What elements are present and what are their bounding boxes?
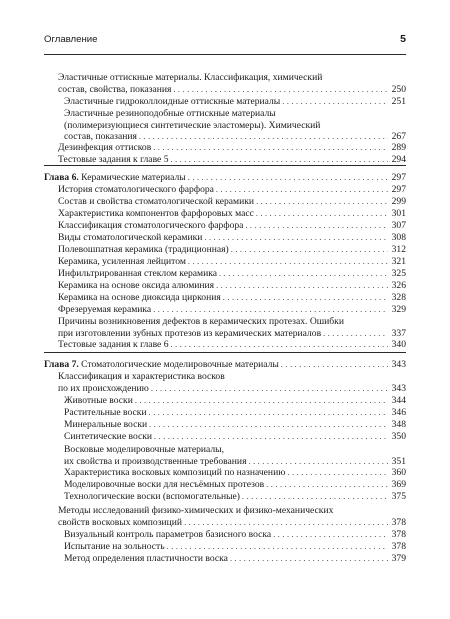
toc-page-number: 343	[391, 359, 406, 370]
toc-entry[interactable]	[44, 154, 406, 166]
toc-entry-title: Характеристика компонентов фарфоровых масс	[58, 208, 254, 219]
toc-entry[interactable]	[44, 419, 406, 431]
dot-leader	[204, 232, 388, 243]
toc-entry-text	[58, 184, 214, 195]
toc-entry-text	[64, 456, 246, 467]
toc-page-number: 337	[391, 327, 406, 339]
toc-entry-text	[58, 84, 171, 95]
toc-entry-title: Керамика на основе оксида алюминия	[58, 280, 215, 291]
toc-entry-text: Причины возникновения дефектов в керамических протезах. Ошибки	[58, 316, 344, 327]
toc-entry-title: Минеральные воски	[64, 419, 148, 430]
toc-entry[interactable]	[44, 268, 406, 280]
toc-entry-text	[64, 479, 264, 490]
toc-entry-title: состав, свойства, показания	[58, 83, 172, 95]
toc-entry-text	[58, 154, 169, 165]
toc-entry-text	[58, 517, 182, 528]
toc-entry-text	[64, 491, 240, 502]
dot-leader	[171, 339, 389, 350]
toc-page-number: 369	[391, 479, 406, 490]
toc-entry[interactable]	[44, 431, 406, 443]
dot-leader	[154, 431, 388, 442]
toc-entry-text	[64, 541, 165, 552]
dot-leader	[281, 359, 388, 370]
toc-entry-title: Полевошпатная керамика (традиционная)	[58, 244, 229, 255]
toc-entry-title: Инфильтрированная стеклом керамика	[58, 268, 217, 279]
toc-entry[interactable]	[44, 395, 406, 407]
toc-page-number: 301	[391, 208, 406, 219]
toc-entry[interactable]	[44, 371, 406, 394]
dot-leader	[216, 280, 388, 291]
toc-entry-title: при изготовлении зубных протезов из керамических материалов	[58, 327, 322, 339]
toc-entry[interactable]	[44, 407, 406, 419]
dot-leader	[282, 96, 388, 107]
toc-entry-title: Синтетические воски	[64, 431, 153, 442]
dot-leader	[223, 292, 388, 303]
toc-entry-title: Состав и свойства стоматологической керамики	[58, 196, 255, 207]
toc-entry[interactable]	[44, 292, 406, 304]
toc-entry[interactable]	[44, 316, 406, 339]
toc-entry-title: Тестовые задания к главе 5	[58, 154, 169, 165]
dot-leader	[153, 304, 388, 315]
toc-entry-text	[64, 407, 147, 418]
toc-entry-text	[58, 292, 221, 303]
toc-page-number: 375	[391, 491, 406, 502]
toc-entry-text: Эластичные резиноподобные оттискные материалы	[64, 108, 276, 119]
dot-leader	[188, 172, 388, 183]
dot-leader	[245, 220, 388, 231]
dot-leader	[219, 268, 388, 279]
section-divider	[44, 352, 406, 353]
dot-leader	[167, 541, 388, 552]
toc-page-number: 340	[391, 339, 406, 350]
toc-entry[interactable]	[44, 467, 406, 479]
toc-entry-title: Эластичные гидроколлоидные оттискные материалы	[64, 96, 281, 107]
page-number: 5	[400, 33, 406, 45]
toc-entry[interactable]	[44, 142, 406, 154]
toc-chapter-entry[interactable]	[44, 359, 406, 371]
dot-leader	[153, 142, 388, 153]
toc-entry-text	[44, 172, 186, 183]
toc-entry-title: их свойства и производственные требования	[64, 455, 247, 467]
toc-entry-text	[58, 268, 217, 279]
chapter-number: Глава 7.	[44, 359, 79, 370]
dot-leader	[287, 467, 388, 478]
toc-chapter-entry[interactable]	[44, 172, 406, 184]
toc-entry[interactable]	[44, 96, 406, 108]
toc-entry-title: Моделировочные воски для несъёмных протезов	[64, 479, 265, 490]
toc-page-number: 344	[391, 395, 406, 406]
dot-leader	[171, 154, 389, 165]
header-rule	[44, 54, 406, 55]
toc-entry[interactable]	[44, 553, 406, 565]
toc-entry-title: Стоматологические моделировочные материалы	[78, 359, 279, 370]
toc-page-number: 378	[391, 516, 406, 528]
toc-entry-title: Животные воски	[64, 395, 133, 406]
toc-page-number: 307	[391, 220, 406, 231]
toc-page-number: 350	[391, 431, 406, 442]
toc-entry-text: Методы исследований физико-химических и физико-механических	[58, 505, 334, 516]
toc-entry-text	[64, 467, 285, 478]
toc-page-number: 379	[391, 553, 406, 564]
toc-entry-title: состав, показания	[64, 131, 137, 142]
toc-entry-text	[58, 142, 151, 153]
dot-leader	[151, 383, 388, 394]
toc-entry[interactable]	[44, 232, 406, 244]
running-header	[44, 34, 406, 48]
toc-entry[interactable]	[44, 220, 406, 232]
dot-leader	[149, 407, 388, 418]
toc-entry-title: Керамические материалы	[78, 172, 186, 183]
toc-entry-text	[58, 196, 254, 207]
toc-entry-title: Испытание на зольность	[64, 541, 165, 552]
toc-entry-title: Технологические воски (вспомогательные)	[64, 491, 240, 502]
dot-leader	[256, 208, 388, 219]
toc-page-number: 294	[391, 154, 406, 165]
toc-entry-title: Дезинфекция оттисков	[58, 142, 152, 153]
dot-leader	[139, 131, 388, 142]
toc-page-number: 289	[391, 142, 406, 153]
toc-entry-text	[64, 431, 152, 442]
toc-entry-text: Восковые моделировочные материалы,	[64, 444, 224, 455]
toc-page-number: 328	[391, 292, 406, 303]
toc-entry-text	[58, 256, 186, 267]
toc-entry-text: Классификация и характеристика восков	[58, 371, 225, 382]
toc-entry[interactable]	[44, 541, 406, 553]
toc-page-number: 251	[391, 96, 406, 107]
toc-entry[interactable]	[44, 505, 406, 528]
toc-entry-title: по их происхождению	[58, 382, 149, 394]
toc-entry[interactable]	[44, 244, 406, 256]
dot-leader	[230, 553, 388, 564]
toc-page-number: 360	[391, 467, 406, 478]
dot-leader	[188, 256, 388, 267]
toc-entry[interactable]	[44, 479, 406, 491]
toc-page-number: 348	[391, 419, 406, 430]
toc-entry[interactable]	[44, 529, 406, 541]
toc-entry-text	[64, 395, 133, 406]
toc-page-number: 321	[391, 256, 406, 267]
dot-leader	[273, 529, 388, 540]
toc-entry-title: Визуальный контроль параметров базисного воска	[64, 529, 272, 540]
dot-leader	[184, 517, 388, 528]
toc-entry-text	[58, 220, 243, 231]
toc-entry[interactable]	[44, 339, 406, 351]
chapter-number: Глава 6.	[44, 172, 79, 183]
toc-page-number: 250	[391, 83, 406, 95]
toc-page-number: 267	[391, 131, 406, 142]
toc-page-number: 346	[391, 407, 406, 418]
toc-entry[interactable]	[44, 196, 406, 208]
toc-page-number: 326	[391, 280, 406, 291]
running-title: Оглавление	[44, 34, 98, 45]
toc-page-number: 312	[391, 244, 406, 255]
dot-leader	[231, 244, 388, 255]
toc-page-number: 378	[391, 541, 406, 552]
dot-leader	[242, 491, 388, 502]
toc-page-number: 351	[391, 455, 406, 467]
toc-entry-text	[58, 280, 214, 291]
toc-entry-title: Виды стоматологической керамики	[58, 232, 203, 243]
toc-entry[interactable]	[44, 72, 406, 95]
toc-entry-text	[58, 232, 202, 243]
toc-entry-title: Тестовые задания к главе 6	[58, 339, 169, 350]
toc-entry[interactable]	[44, 444, 406, 467]
toc-entry[interactable]	[44, 304, 406, 316]
toc-entry-text	[58, 339, 169, 350]
toc-page-number: 378	[391, 529, 406, 540]
toc-entry[interactable]	[44, 108, 406, 143]
toc-entry-title: Характеристика восковых композиций по назначению	[64, 467, 286, 478]
dot-leader	[216, 184, 388, 195]
toc-entry-text: Эластичные оттискные материалы. Классификация, химический	[58, 72, 323, 83]
toc-entry-text	[58, 383, 149, 394]
toc-entry-title: Керамика, усиленная лейцитом	[58, 256, 186, 267]
toc-entry[interactable]	[44, 280, 406, 292]
toc-entry-title: свойств восковых композиций	[58, 516, 183, 528]
toc-entry-text	[58, 304, 151, 315]
toc-entry-title: История стоматологического фарфора	[58, 184, 214, 195]
toc-entry-text: (полимеризующиеся синтетические эластомеры). Химический	[64, 119, 321, 131]
toc-entry-title: Растительные воски	[64, 407, 147, 418]
dot-leader	[323, 328, 388, 339]
toc-entry-text	[64, 131, 137, 142]
toc-entry-title: Керамика на основе диоксида циркония	[58, 292, 221, 303]
toc-page-number: 329	[391, 304, 406, 315]
toc-entry-text	[58, 244, 229, 255]
toc-entry-text	[58, 328, 321, 339]
toc-entry[interactable]	[44, 184, 406, 196]
toc-entry[interactable]	[44, 491, 406, 503]
dot-leader	[248, 456, 388, 467]
toc-entry-title: Классификация стоматологического фарфора	[58, 220, 244, 231]
toc-entry-text	[64, 553, 228, 564]
toc-entry-text	[58, 208, 254, 219]
toc-page-number: 297	[391, 184, 406, 195]
dot-leader	[135, 395, 388, 406]
toc-entry-text	[44, 359, 279, 370]
toc-entry-title: Фрезеруемая керамика	[58, 304, 152, 315]
toc-entry-title: Метод определения пластичности воска	[64, 553, 228, 564]
toc-entry[interactable]	[44, 208, 406, 220]
toc-page-number: 325	[391, 268, 406, 279]
toc-entry-text	[64, 419, 147, 430]
toc-page-number: 297	[391, 172, 406, 183]
toc-entry-text	[64, 96, 280, 107]
toc-page-number: 308	[391, 232, 406, 243]
dot-leader	[256, 196, 388, 207]
dot-leader	[149, 419, 388, 430]
toc-entry-text	[64, 529, 271, 540]
dot-leader	[173, 84, 388, 95]
toc-page-number: 299	[391, 196, 406, 207]
toc-entry[interactable]	[44, 256, 406, 268]
dot-leader	[266, 479, 388, 490]
toc-page-number: 343	[391, 382, 406, 394]
